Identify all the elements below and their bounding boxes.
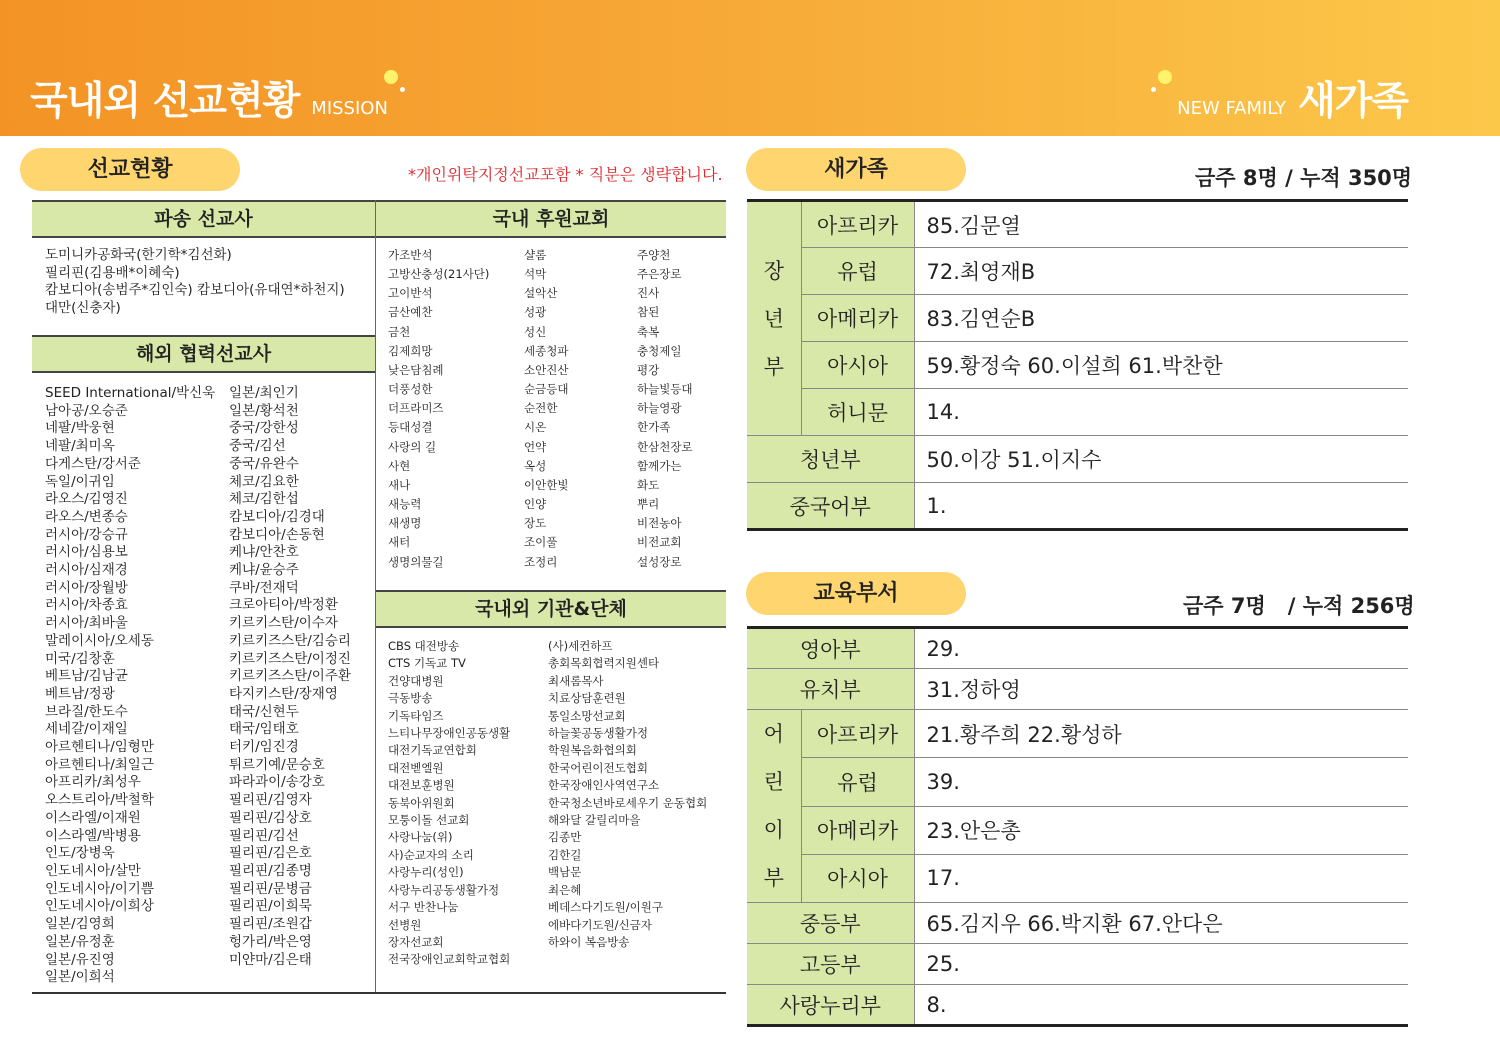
church-item: 참된 bbox=[637, 305, 660, 320]
new-family-count: 금주 8명 / 누적 350명 bbox=[1195, 166, 1413, 190]
missionary-item: 베트남/정광 bbox=[45, 685, 115, 702]
group-char: 부 bbox=[763, 866, 784, 890]
missionary-item: 케냐/안찬호 bbox=[229, 544, 299, 561]
missionary-item: 필리핀/김선 bbox=[229, 827, 299, 844]
mission-subtitle: MISSION bbox=[311, 98, 388, 119]
church-item: 한가족 bbox=[637, 420, 671, 435]
missionary-item: 중국/강한성 bbox=[229, 420, 299, 437]
church-item: 순전한 bbox=[524, 401, 558, 416]
org-item: 기독타임즈 bbox=[388, 708, 444, 723]
org-item: 최은혜 bbox=[548, 882, 582, 897]
mission-bottom-rule bbox=[32, 992, 726, 994]
org-item: 에바다기도원/신금자 bbox=[548, 917, 652, 932]
category-label: 유치부 bbox=[747, 669, 914, 710]
church-item: 가조반석 bbox=[388, 248, 433, 262]
missionary-item: 이스라엘/이재원 bbox=[45, 809, 141, 826]
entry-value: 31.정하영 bbox=[914, 669, 1408, 710]
education-count: 금주 7명 / 누적 256명 bbox=[1183, 594, 1415, 618]
church-item: 새생명 bbox=[388, 516, 422, 531]
missionary-item: 미얀마/김은태 bbox=[229, 951, 312, 968]
missionary-item: 남아공/오승준 bbox=[45, 402, 128, 419]
table-row bbox=[747, 436, 1408, 483]
missionary-item: 네팔/박웅현 bbox=[45, 420, 115, 437]
missionary-item: 키르키즈스탄/이정진 bbox=[229, 650, 351, 667]
church-item: 뿌리 bbox=[637, 497, 660, 512]
domestic-list-col1 bbox=[388, 246, 489, 572]
org-item: CTS 기독교 TV bbox=[388, 656, 466, 671]
missionary-item: 필리핀/이희묵 bbox=[229, 898, 312, 915]
missionary-item: 러시아/차종효 bbox=[45, 597, 128, 614]
domestic-list-col3 bbox=[637, 246, 693, 572]
missionary-item: 인도네시아/이기쁨 bbox=[45, 880, 154, 897]
decor-dot-icon bbox=[384, 70, 398, 84]
missionary-item: 도미니카공화국(한기학*김선화) bbox=[45, 247, 232, 263]
missionary-item: 러시아/최바울 bbox=[45, 615, 128, 632]
org-item: 대전벧엘원 bbox=[388, 760, 444, 775]
overseas-list-col2 bbox=[229, 385, 351, 969]
church-item: 주은장로 bbox=[637, 267, 682, 282]
entry-value: 25. bbox=[914, 944, 1408, 985]
church-item: 새나 bbox=[388, 477, 411, 492]
church-item: 더프라미즈 bbox=[388, 401, 444, 416]
entry-value: 29. bbox=[914, 628, 1408, 669]
table-row bbox=[747, 903, 1408, 944]
org-item: 극동방송 bbox=[388, 691, 433, 706]
entry-value: 83.김연순B bbox=[914, 295, 1408, 342]
table-row bbox=[747, 389, 1408, 436]
missionary-item: 터키/임진경 bbox=[229, 739, 299, 756]
church-item: 새능력 bbox=[388, 497, 422, 512]
missionary-item: 일본/황석천 bbox=[229, 402, 299, 419]
missionary-item: 캄보디아(송범주*김인숙) 캄보디아(유대연*하천지) bbox=[45, 282, 345, 299]
group-char: 장 bbox=[763, 258, 784, 283]
church-item: 사랑의 길 bbox=[388, 439, 437, 454]
missionary-item: 대만(신충자) bbox=[45, 300, 121, 317]
mission-note: *개인위탁지정선교포함 * 직분은 생략합니다. bbox=[408, 165, 723, 184]
entry-value: 17. bbox=[914, 854, 1408, 902]
table-row bbox=[747, 806, 1408, 854]
org-item: 하늘꽃공동생활가정 bbox=[548, 726, 648, 741]
new-family-subtitle: NEW FAMILY bbox=[1177, 98, 1286, 119]
missionary-item: 아르헨티나/임형만 bbox=[45, 739, 154, 756]
church-item: 충청제일 bbox=[637, 343, 682, 358]
missionary-item: 필리핀/문병금 bbox=[229, 880, 312, 897]
church-item: 조이풀 bbox=[524, 535, 558, 550]
church-item: 금천 bbox=[388, 324, 411, 339]
missionary-item: 인도네시아/살만 bbox=[45, 862, 141, 879]
org-item: 느티나무장애인공동생활 bbox=[388, 726, 511, 741]
category-label: 아프리카 bbox=[801, 710, 914, 758]
table-row bbox=[747, 985, 1408, 1026]
org-item: CBS 대전방송 bbox=[388, 639, 460, 653]
missionary-item: 라오스/변종승 bbox=[45, 508, 128, 525]
church-item: 축복 bbox=[637, 324, 660, 339]
category-label: 유럽 bbox=[801, 248, 914, 295]
church-item: 비전교회 bbox=[637, 535, 682, 550]
church-item: 고이반석 bbox=[388, 286, 433, 301]
top-banner bbox=[0, 0, 1500, 136]
org-item: 한국장애인사역연구소 bbox=[548, 778, 660, 793]
missionary-item: 이스라엘/박병용 bbox=[45, 827, 141, 844]
category-label: 허니문 bbox=[801, 389, 914, 436]
category-label: 아시아 bbox=[801, 342, 914, 389]
missionary-item: 일본/이희석 bbox=[45, 969, 115, 986]
church-item: 금산예찬 bbox=[388, 305, 433, 320]
education-table bbox=[747, 626, 1408, 1027]
category-label: 중국어부 bbox=[747, 483, 914, 530]
missionary-item: 라오스/김영진 bbox=[45, 491, 128, 508]
missionary-item: SEED International/박신욱 bbox=[45, 385, 216, 401]
entry-value: 23.안은총 bbox=[914, 806, 1408, 854]
church-item: 김제희망 bbox=[388, 343, 433, 358]
entry-value: 50.이강 51.이지수 bbox=[914, 436, 1408, 483]
church-item: 비전농아 bbox=[637, 516, 682, 531]
org-item: 학원복음화협의회 bbox=[548, 743, 637, 758]
entry-value: 72.최영재B bbox=[914, 248, 1408, 295]
missionary-item: 필리핀/김상호 bbox=[229, 809, 312, 826]
missionary-item: 러시아/심재경 bbox=[45, 562, 128, 579]
dispatched-list bbox=[45, 247, 345, 318]
missionary-item: 베트남/김남균 bbox=[45, 668, 128, 685]
mission-title: 국내외 선교현황 bbox=[30, 79, 300, 124]
table-row bbox=[747, 342, 1408, 389]
domestic-header: 국내 후원교회 bbox=[376, 200, 726, 238]
org-item: 모퉁이돌 선교회 bbox=[388, 813, 470, 828]
entry-value: 21.황주희 22.황성하 bbox=[914, 710, 1408, 758]
missionary-item: 아프리카/최성우 bbox=[45, 774, 141, 791]
org-list-col2 bbox=[548, 638, 707, 951]
missionary-item: 세네갈/이재일 bbox=[45, 721, 128, 738]
new-family-title: 새가족 bbox=[1297, 79, 1408, 124]
missionary-item: 캄보디아/손동현 bbox=[229, 526, 325, 543]
overseas-list-col1 bbox=[45, 385, 215, 987]
entry-value: 59.황정숙 60.이설희 61.박찬한 bbox=[914, 342, 1408, 389]
missionary-item: 키르키즈스탄/이주환 bbox=[229, 668, 351, 685]
church-item: 하늘빛등대 bbox=[637, 382, 693, 397]
church-item: 고방산충성(21사단) bbox=[388, 267, 490, 282]
org-item: 통일소망선교회 bbox=[548, 708, 626, 723]
church-item: 석막 bbox=[524, 267, 547, 282]
org-item: 하와이 복음방송 bbox=[548, 934, 630, 949]
org-item: 백남문 bbox=[548, 865, 582, 880]
group-char: 이 bbox=[763, 818, 784, 842]
org-item: 대전보훈병원 bbox=[388, 778, 455, 793]
category-label: 아시아 bbox=[801, 854, 914, 902]
entry-value: 1. bbox=[914, 483, 1408, 530]
church-item: 주양천 bbox=[637, 248, 671, 262]
group-label bbox=[747, 201, 801, 436]
missionary-item: 튀르기예/문승호 bbox=[229, 756, 325, 773]
missionary-item: 말레이시아/오세동 bbox=[45, 632, 154, 649]
church-item: 샬롬 bbox=[524, 248, 547, 262]
org-item: 한국어린이전도협회 bbox=[548, 760, 648, 775]
missionary-item: 크로아티아/박정환 bbox=[229, 597, 338, 614]
missionary-item: 일본/최인기 bbox=[229, 385, 299, 401]
overseas-header: 해외 협력선교사 bbox=[32, 335, 375, 373]
church-item: 함께가는 bbox=[637, 458, 682, 473]
missionary-item: 필리핀/김종명 bbox=[229, 862, 312, 879]
missionary-item: 오스트리아/박철학 bbox=[45, 792, 154, 809]
org-item: 한국청소년바로세우기 운동협회 bbox=[548, 795, 708, 810]
church-item: 사현 bbox=[388, 458, 411, 473]
table-row bbox=[747, 483, 1408, 530]
church-item: 순금등대 bbox=[524, 382, 569, 397]
decor-dot-icon bbox=[400, 87, 405, 92]
church-item: 낮은담침례 bbox=[388, 362, 444, 377]
table-row bbox=[747, 854, 1408, 902]
entry-value: 39. bbox=[914, 758, 1408, 806]
table-row bbox=[747, 710, 1408, 758]
church-item: 설악산 bbox=[524, 286, 558, 301]
group-char: 어 bbox=[763, 722, 784, 746]
org-item: 건양대병원 bbox=[388, 673, 444, 688]
new-family-table bbox=[747, 199, 1408, 531]
group-char: 부 bbox=[763, 354, 784, 379]
missionary-item: 러시아/심용보 bbox=[45, 544, 128, 561]
category-label: 중등부 bbox=[747, 903, 914, 944]
banner-left-title bbox=[30, 70, 388, 126]
org-item: 서구 반찬나눔 bbox=[388, 900, 459, 915]
missionary-item: 중국/유완수 bbox=[229, 455, 299, 472]
church-item: 소안진산 bbox=[524, 362, 569, 377]
org-item: 해와달 갈릴리마을 bbox=[548, 813, 641, 828]
missionary-item: 인도네시아/이희상 bbox=[45, 898, 154, 915]
org-item: 사랑누리공동생활가정 bbox=[388, 882, 500, 897]
missionary-item: 브라질/한도수 bbox=[45, 703, 128, 720]
org-item: 최새롬목사 bbox=[548, 673, 604, 688]
table-row bbox=[747, 944, 1408, 985]
missionary-item: 태국/신현두 bbox=[229, 703, 299, 720]
entry-value: 85.김문열 bbox=[914, 201, 1408, 248]
church-item: 설성장로 bbox=[637, 554, 682, 569]
new-family-pill: 새가족 bbox=[746, 148, 966, 191]
org-item: (사)세컨하프 bbox=[548, 639, 613, 653]
table-row bbox=[747, 669, 1408, 710]
domestic-list-col2 bbox=[524, 246, 568, 572]
category-label: 아메리카 bbox=[801, 806, 914, 854]
org-item: 사)순교자의 소리 bbox=[388, 847, 474, 862]
banner-right-title bbox=[1177, 70, 1408, 126]
table-row bbox=[747, 248, 1408, 295]
church-item: 한삼천장로 bbox=[637, 439, 693, 454]
org-item: 김한길 bbox=[548, 847, 582, 862]
category-label: 청년부 bbox=[747, 436, 914, 483]
church-item: 옥성 bbox=[524, 458, 547, 473]
dispatched-header: 파송 선교사 bbox=[32, 200, 375, 238]
category-label: 유럽 bbox=[801, 758, 914, 806]
category-label: 아메리카 bbox=[801, 295, 914, 342]
missionary-item: 네팔/최미옥 bbox=[45, 438, 115, 455]
church-item: 평강 bbox=[637, 362, 660, 377]
missionary-item: 키르키스탄/이수자 bbox=[229, 615, 338, 632]
church-item: 언약 bbox=[524, 439, 547, 454]
missionary-item: 필리핀/김은호 bbox=[229, 845, 312, 862]
church-item: 성광 bbox=[524, 305, 547, 320]
missionary-item: 캄보디아/김경대 bbox=[229, 508, 325, 525]
group-char: 년 bbox=[763, 306, 784, 331]
missionary-item: 체코/김한섭 bbox=[229, 491, 299, 508]
church-item: 더풍성한 bbox=[388, 382, 433, 397]
missionary-item: 다게스탄/강서준 bbox=[45, 455, 141, 472]
decor-dot-icon bbox=[1151, 87, 1156, 92]
table-row bbox=[747, 628, 1408, 669]
missionary-item: 일본/유진영 bbox=[45, 951, 115, 968]
category-label: 고등부 bbox=[747, 944, 914, 985]
church-item: 등대성결 bbox=[388, 420, 433, 435]
education-pill: 교육부서 bbox=[746, 572, 966, 615]
mission-pill: 선교현황 bbox=[20, 148, 240, 191]
org-item: 동북아위원회 bbox=[388, 795, 455, 810]
group-char: 린 bbox=[763, 770, 784, 794]
church-item: 이안한빛 bbox=[524, 477, 569, 492]
org-item: 대전기독교연합회 bbox=[388, 743, 477, 758]
missionary-item: 파라과이/송강호 bbox=[229, 774, 325, 791]
entry-value: 8. bbox=[914, 985, 1408, 1026]
missionary-item: 케냐/윤승주 bbox=[229, 562, 299, 579]
missionary-item: 필리핀/김영자 bbox=[229, 792, 312, 809]
church-item: 인양 bbox=[524, 497, 547, 512]
missionary-item: 중국/김선 bbox=[229, 438, 286, 455]
missionary-item: 일본/유정훈 bbox=[45, 933, 115, 950]
entry-value: 65.김지우 66.박지환 67.안다은 bbox=[914, 903, 1408, 944]
org-header: 국내외 기관&단체 bbox=[376, 590, 726, 628]
missionary-item: 타지키스탄/장재영 bbox=[229, 685, 338, 702]
table-row bbox=[747, 201, 1408, 248]
category-label: 아프리카 bbox=[801, 201, 914, 248]
church-item: 하늘영광 bbox=[637, 401, 682, 416]
org-item: 사랑누리(성인) bbox=[388, 865, 464, 880]
group-label bbox=[747, 710, 801, 903]
church-item: 생명의물길 bbox=[388, 554, 444, 569]
missionary-item: 독일/이귀임 bbox=[45, 473, 115, 490]
org-item: 총회목회협력지원센타 bbox=[548, 656, 660, 671]
church-item: 세종청파 bbox=[524, 343, 569, 358]
org-item: 치료상담훈련원 bbox=[548, 691, 626, 706]
missionary-item: 러시아/장월방 bbox=[45, 579, 128, 596]
missionary-item: 쿠바/전재덕 bbox=[229, 579, 299, 596]
category-label: 사랑누리부 bbox=[747, 985, 914, 1026]
missionary-item: 필리핀(김용배*이혜숙) bbox=[45, 264, 180, 281]
church-item: 새터 bbox=[388, 535, 411, 550]
category-label: 영아부 bbox=[747, 628, 914, 669]
missionary-item: 키르키즈스탄/김승리 bbox=[229, 632, 351, 649]
church-item: 장도 bbox=[524, 516, 547, 531]
missionary-item: 미국/김창훈 bbox=[45, 650, 115, 667]
church-item: 성신 bbox=[524, 324, 547, 339]
org-item: 사랑나눔(위) bbox=[388, 830, 453, 845]
missionary-item: 헝가리/박은영 bbox=[229, 933, 312, 950]
entry-value: 14. bbox=[914, 389, 1408, 436]
missionary-item: 태국/임태호 bbox=[229, 721, 299, 738]
org-item: 전국장애인교회학교협회 bbox=[388, 952, 511, 967]
org-item: 선병원 bbox=[388, 917, 422, 932]
table-row bbox=[747, 295, 1408, 342]
org-item: 장자선교회 bbox=[388, 934, 444, 949]
missionary-item: 아르헨티나/최일근 bbox=[45, 756, 154, 773]
missionary-item: 체코/김요한 bbox=[229, 473, 299, 490]
org-item: 베데스다기도원/이원구 bbox=[548, 900, 663, 915]
missionary-item: 인도/장병욱 bbox=[45, 845, 115, 862]
org-item: 김종만 bbox=[548, 830, 582, 845]
church-item: 진사 bbox=[637, 286, 660, 301]
missionary-item: 필리핀/조원갑 bbox=[229, 916, 312, 933]
missionary-item: 러시아/강승규 bbox=[45, 526, 128, 543]
org-list-col1 bbox=[388, 638, 510, 969]
church-item: 조정리 bbox=[524, 554, 558, 569]
church-item: 시온 bbox=[524, 420, 547, 435]
church-item: 화도 bbox=[637, 477, 660, 492]
missionary-item: 일본/김영희 bbox=[45, 916, 115, 933]
table-row bbox=[747, 758, 1408, 806]
decor-dot-icon bbox=[1158, 70, 1172, 84]
